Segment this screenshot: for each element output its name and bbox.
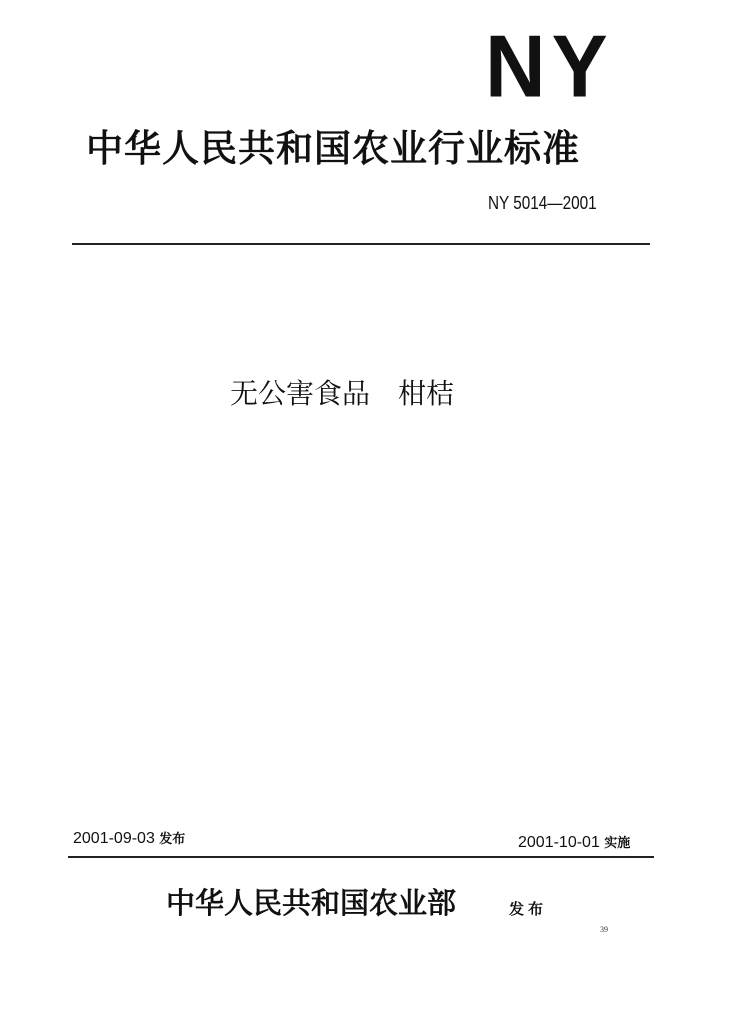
page-number: 39	[600, 925, 608, 934]
effective-label: 实施	[604, 836, 631, 851]
effective-date-line	[518, 832, 630, 855]
document-title	[230, 376, 454, 412]
footer-divider	[68, 856, 654, 858]
header-divider	[72, 243, 650, 245]
standard-code: NY 5014—2001	[488, 193, 597, 213]
document-title-part2: 柑桔	[398, 377, 455, 410]
ny-logo: NY	[485, 16, 614, 116]
issue-date: 2001-09-03	[73, 830, 155, 847]
standard-category-title: 中华人民共和国农业行业标准	[86, 127, 580, 170]
effective-date: 2001-10-01	[518, 834, 600, 851]
issue-date-line	[73, 828, 185, 851]
issuer-name: 中华人民共和国农业部	[166, 886, 457, 920]
document-title-part1: 无公害食品	[230, 377, 371, 410]
issue-label: 发布	[159, 832, 186, 847]
issuer-suffix: 发布	[509, 900, 548, 918]
